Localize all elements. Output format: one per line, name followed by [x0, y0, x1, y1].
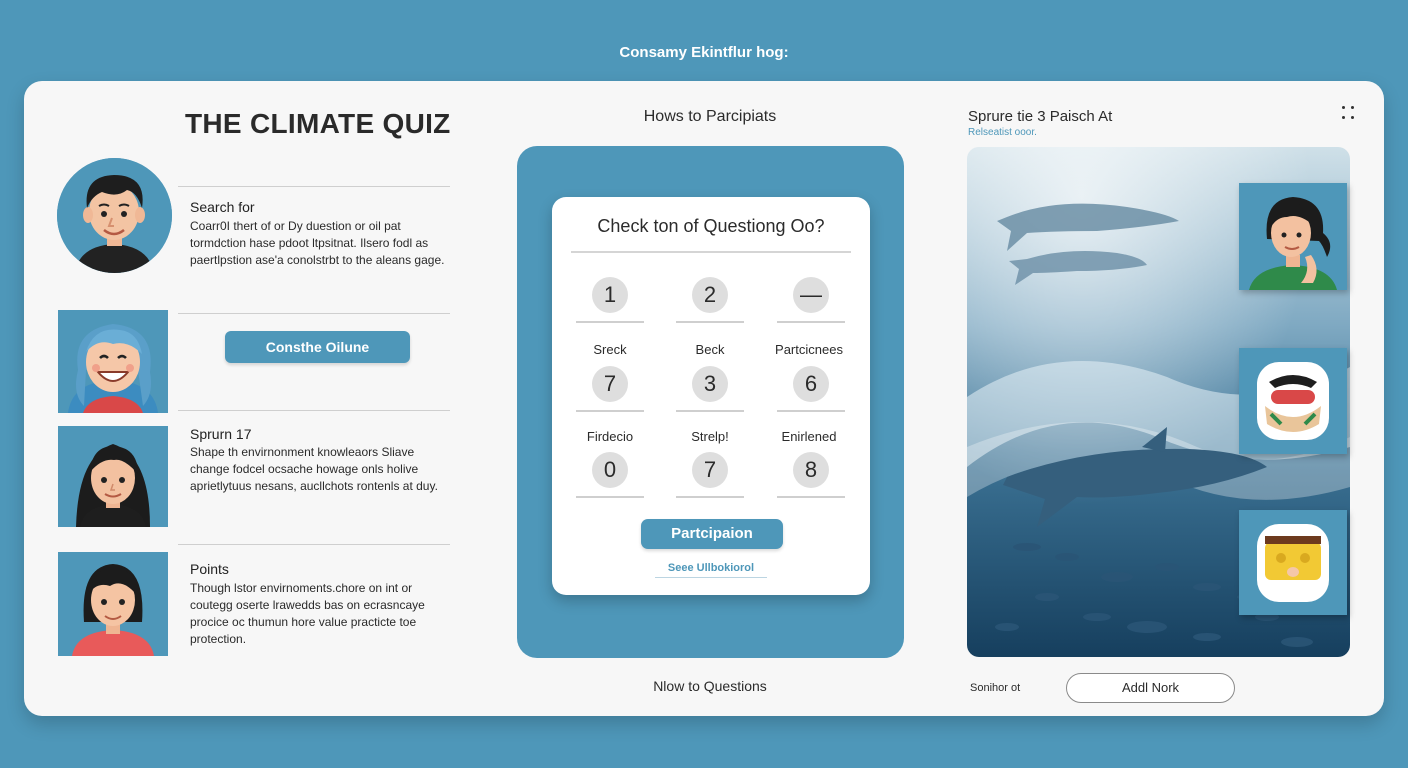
- quiz-title: Check ton of Questiong Oo?: [597, 216, 825, 236]
- divider: [178, 544, 450, 545]
- questions-footer[interactable]: Nlow to Questions: [653, 678, 767, 694]
- participant-photo-woman[interactable]: [1239, 183, 1347, 290]
- answer-option[interactable]: [576, 277, 644, 327]
- answer-number: 8: [793, 452, 829, 488]
- answer-label: Beck: [695, 342, 725, 357]
- answer-number: —: [793, 277, 829, 313]
- avatar-girl-blue[interactable]: [58, 310, 168, 413]
- entry-title-points: Points: [190, 561, 229, 577]
- top-caption: Consamy Ekintflur hog:: [619, 44, 789, 61]
- answer-number: 1: [592, 277, 628, 313]
- answer-label: Sreck: [593, 342, 627, 357]
- see-more-link[interactable]: Seee Ullbokiorol: [655, 562, 767, 578]
- middle-heading: Hows to Parcipiats: [643, 108, 777, 125]
- answer-number: 7: [592, 366, 628, 402]
- answer-option[interactable]: [576, 366, 644, 416]
- answer-label: Firdecio: [586, 429, 634, 444]
- participate-button[interactable]: Partcipaion: [641, 519, 783, 549]
- participant-photo-box[interactable]: [1239, 510, 1347, 615]
- add-note-button[interactable]: Addl Nork: [1066, 673, 1235, 703]
- sort-label: Sonihor ot: [970, 682, 1021, 694]
- answer-option[interactable]: [777, 277, 845, 327]
- divider: [178, 186, 450, 187]
- entry-text-search: Coarr0I thert of or Dy duestion or oil pat tormdction hase pdoot ltpsitnat. Ilsero fodl as paertlpstion ase'a conolstrbt to the aleans gage.: [190, 219, 445, 267]
- divider: [178, 313, 450, 314]
- right-subheading: Relseatist ooor.: [968, 127, 1037, 138]
- answer-label: Partcicnees: [775, 342, 843, 357]
- answer-number: 2: [692, 277, 728, 313]
- right-heading: Sprure tie 3 Paisch At: [968, 108, 1113, 125]
- entry-text-points: Though lstor envirnoments.chore on int or coutegg oserte lrawedds bas on ecrasncaye procice oc thumun hore value practicte toe protection.: [190, 581, 425, 646]
- page-title: THE CLIMATE QUIZ: [185, 108, 451, 139]
- answer-label: Strelp!: [691, 429, 729, 444]
- answer-option[interactable]: [676, 366, 744, 416]
- entry-title-sprurn: Sprurn 17: [190, 426, 252, 442]
- answer-option[interactable]: [777, 452, 845, 502]
- quiz-title-divider: [571, 251, 851, 253]
- entry-title-search: Search for: [190, 199, 255, 215]
- avatar-girl-dark[interactable]: [58, 426, 168, 527]
- answer-number: 7: [692, 452, 728, 488]
- answer-option[interactable]: [676, 452, 744, 502]
- answer-option[interactable]: [676, 277, 744, 327]
- avatar-boy[interactable]: [57, 158, 172, 273]
- entry-text-sprurn: Shape th envirnonment knowleaors Sliave change fodcel ocsache howage onls holive aprietlytuus nesans, aucllchots rontenls at duy.: [190, 445, 438, 493]
- answer-label: Enirlened: [781, 429, 837, 444]
- more-vertical-icon[interactable]: [1340, 104, 1358, 122]
- answer-number: 6: [793, 366, 829, 402]
- answer-number: 0: [592, 452, 628, 488]
- divider: [178, 410, 450, 411]
- answer-option[interactable]: [777, 366, 845, 416]
- answer-option[interactable]: [576, 452, 644, 502]
- answer-number: 3: [692, 366, 728, 402]
- avatar-girl-red[interactable]: [58, 552, 168, 656]
- participant-photo-mask[interactable]: [1239, 348, 1347, 454]
- online-button[interactable]: Consthe Oilune: [225, 331, 410, 363]
